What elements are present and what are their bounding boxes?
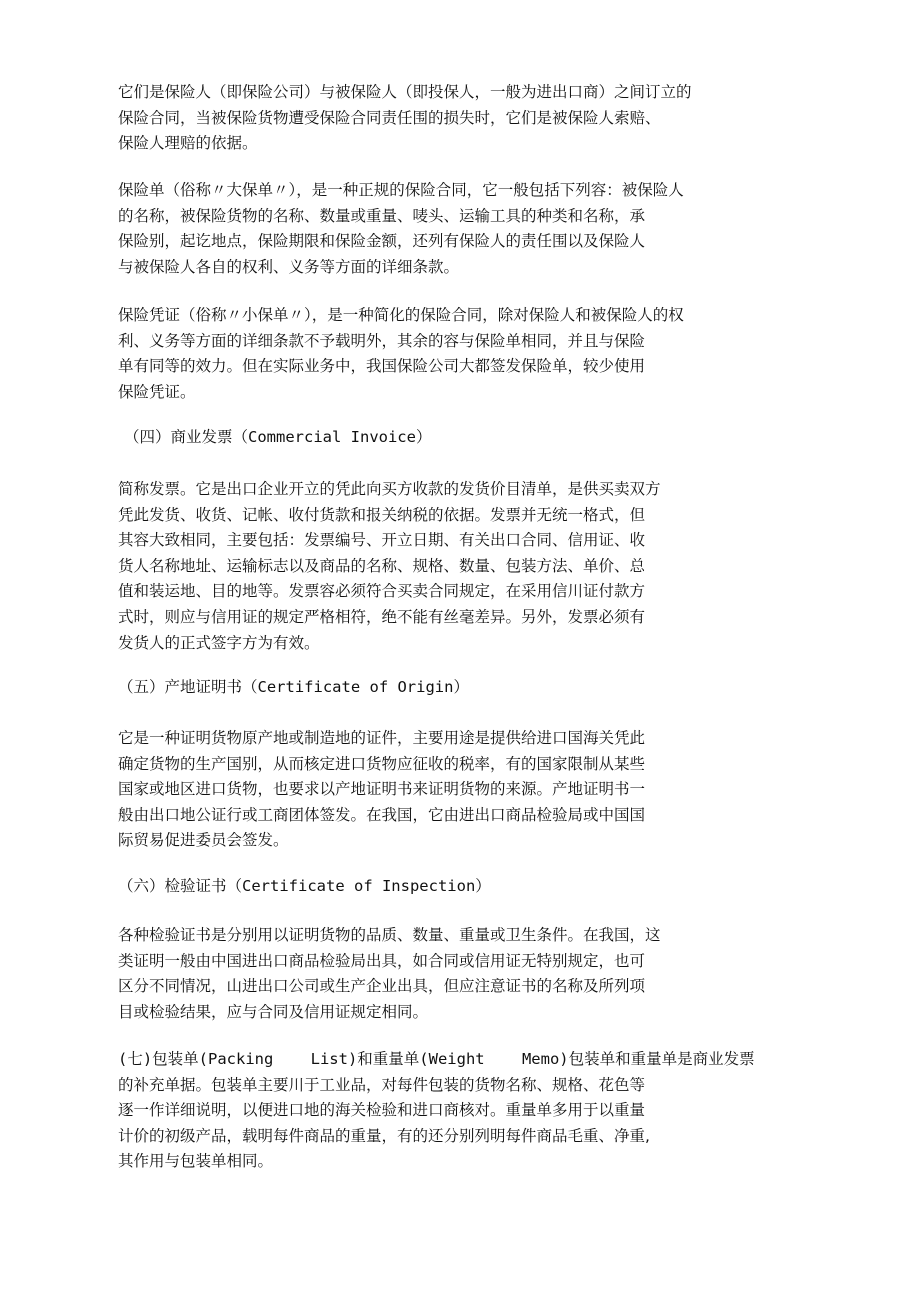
text-line: 利、义务等方面的详细条款不予载明外，其余的容与保险单相同，并且与保险	[118, 331, 646, 350]
text-line: 它们是保险人（即保险公司）与被保险人（即投保人，一般为进出口商）之间订立的	[118, 83, 692, 101]
text-line: 计价的初级产品，载明每件商品的重量，有的还分别列明每件商品毛重、净重,	[118, 1126, 650, 1145]
paragraph-certificate-of-origin	[118, 726, 818, 854]
text-line: 其容大致相同，主要包括：发票编号、开立日期、有关出口合同、信用证、收	[118, 531, 646, 550]
text-line: 区分不同情况，山进出口公司或生产企业出具，但应注意证书的名称及所列项	[118, 977, 646, 996]
text-line: 保险凭证（俗称〃小保单〃），是一种简化的保险合同，除对保险人和被保险人的权	[118, 306, 684, 324]
text-line: 般由出口地公证行或工商团体签发。在我国，它由进出口商品检验局或中国国	[118, 805, 646, 824]
text-line: 简称发票。它是出口企业开立的凭此向买方收款的发货价目清单，是供买卖双方	[118, 480, 661, 498]
text-line: 保险合同，当被保险货物遭受保险合同责任围的损失时，它们是被保险人索赔、	[118, 108, 661, 127]
text-line: 保险别，起讫地点，保险期限和保险金额，还列有保险人的责任围以及保险人	[118, 232, 646, 251]
text-line: 国家或地区进口货物，也要求以产地证明书来证明货物的来源。产地证明书一	[118, 780, 646, 799]
section-heading-commercial-invoice: （四）商业发票（Commercial Invoice）	[124, 428, 432, 446]
text-line: 目或检验结果，应与合同及信用证规定相同。	[118, 1002, 429, 1021]
text-line: 各种检验证书是分别用以证明货物的品质、数量、重量或卫生条件。在我国，这	[118, 926, 661, 944]
paragraph-insurance-intro	[118, 80, 818, 157]
paragraph-insurance-certificate	[118, 303, 818, 405]
text-line: 保险单（俗称〃大保单〃），是一种正规的保险合同，它一般包括下列容：被保险人	[118, 181, 684, 199]
text-line: 确定货物的生产国别，从而核定进口货物应征收的税率，有的国家限制从某些	[118, 754, 646, 773]
text-line: 它是一种证明货物原产地或制造地的证件，主要用途是提供给进口国海关凭此	[118, 729, 646, 747]
text-line: 际贸易促进委员会签发。	[118, 831, 289, 850]
text-line: 保险人理赔的依据。	[118, 134, 258, 153]
paragraph-insurance-policy	[118, 178, 818, 280]
text-line: 值和装运地、目的地等。发票容必须符合买卖合同规定，在采用信川证付款方	[118, 582, 646, 601]
text-line: 单有同等的效力。但在实际业务中，我国保险公司大都签发保险单，较少使用	[118, 357, 646, 376]
paragraph-packing-and-weight-list	[118, 1047, 818, 1175]
text-line: 发货人的正式签字方为有效。	[118, 633, 320, 652]
text-line: 凭此发货、收货、记帐、收付货款和报关纳税的依据。发票并无统一格式，但	[118, 505, 646, 524]
text-line: (七)包装单(Packing List)和重量单(Weight Memo)包装单和重量单是商业发票	[118, 1050, 755, 1068]
section-heading-certificate-of-inspection: （六）检验证书（Certificate of Inspection）	[118, 877, 491, 895]
paragraph-commercial-invoice	[118, 477, 818, 656]
text-line: 逐一作详细说明，以便进口地的海关检验和进口商核对。重量单多用于以重量	[118, 1101, 646, 1120]
text-line: 货人名称地址、运输标志以及商品的名称、规格、数量、包装方法、单价、总	[118, 556, 646, 575]
text-line: 的名称，被保险货物的名称、数量或重量、唛头、运输工具的种类和名称，承	[118, 206, 646, 225]
text-line: 保险凭证。	[118, 382, 196, 401]
paragraph-certificate-of-inspection	[118, 923, 818, 1025]
text-line: 其作用与包装单相同。	[118, 1152, 274, 1171]
text-line: 类证明一般由中国进出口商品检验局出具，如合同或信用证无特别规定，也可	[118, 951, 646, 970]
section-heading-certificate-of-origin: （五）产地证明书（Certificate of Origin）	[118, 678, 469, 696]
text-line: 式时，则应与信用证的规定严格相符，绝不能有丝毫差异。另外，发票必须有	[118, 607, 646, 626]
text-line: 与被保险人各自的权利、义务等方面的详细条款。	[118, 257, 460, 276]
text-line: 的补充单据。包装单主要川于工业品，对每件包装的货物名称、规格、花色等	[118, 1075, 646, 1094]
